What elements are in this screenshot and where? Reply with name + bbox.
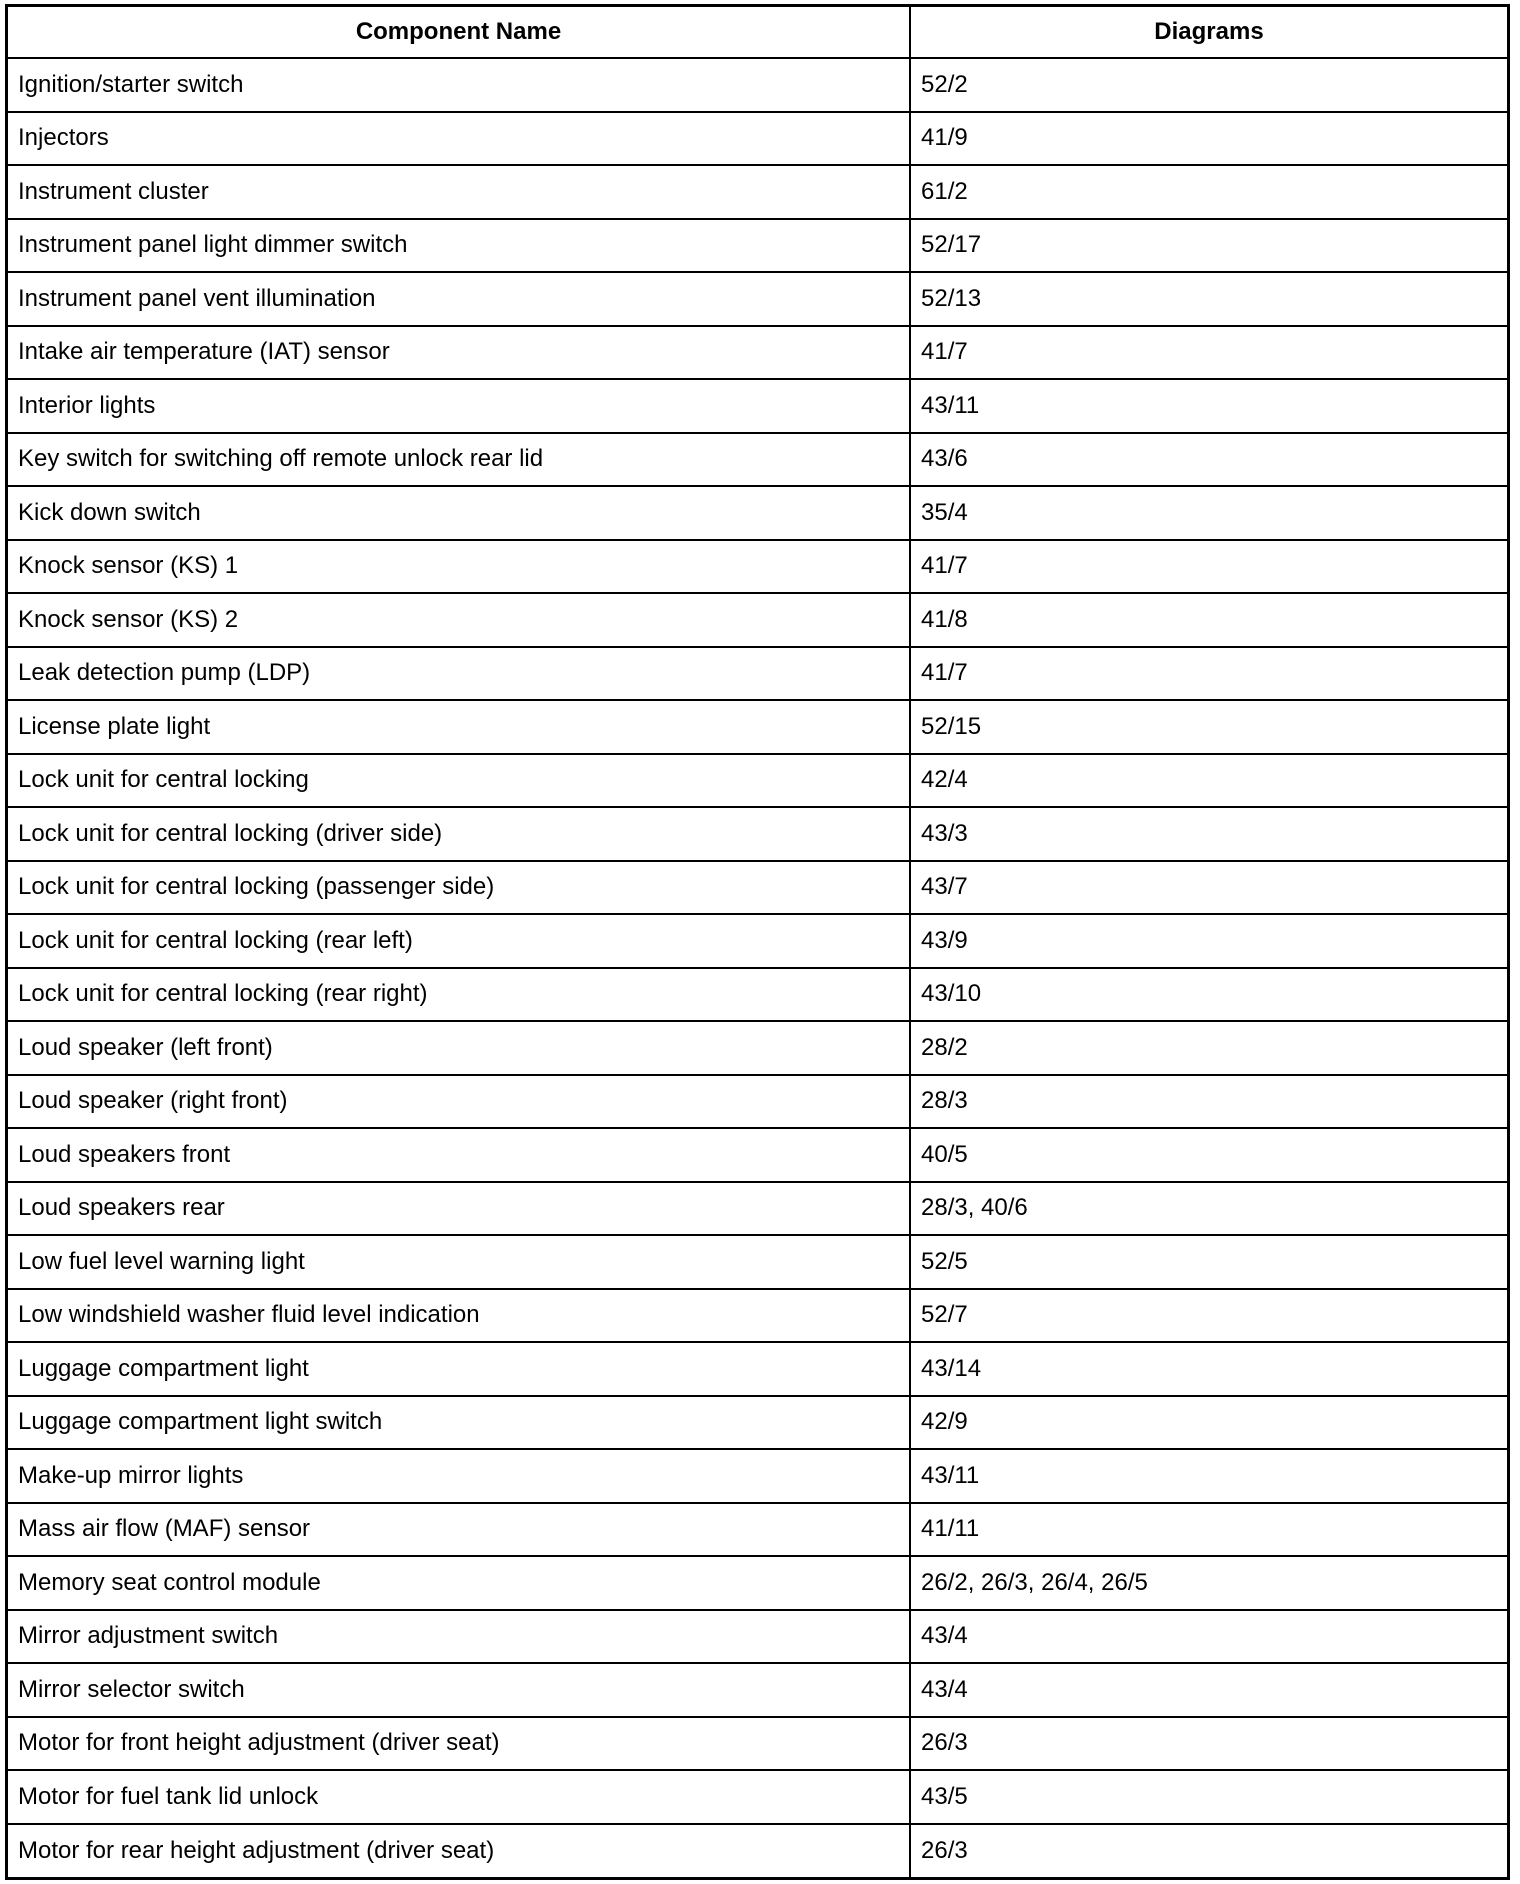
diagrams-cell: 42/9: [910, 1396, 1507, 1450]
table-row: [8, 1182, 1507, 1236]
table-body: [8, 58, 1507, 1877]
table-row: [8, 1235, 1507, 1289]
diagrams-cell: 43/10: [910, 968, 1507, 1022]
component-name-cell: Motor for fuel tank lid unlock: [8, 1770, 910, 1824]
table-row: [8, 700, 1507, 754]
diagrams-cell: 35/4: [910, 486, 1507, 540]
diagrams-cell: 41/9: [910, 112, 1507, 166]
diagrams-cell: 40/5: [910, 1128, 1507, 1182]
table-row: [8, 433, 1507, 487]
component-name-cell: Make-up mirror lights: [8, 1449, 910, 1503]
table-row: [8, 1556, 1507, 1610]
component-table-frame: [5, 4, 1510, 1880]
diagrams-cell: 43/11: [910, 1449, 1507, 1503]
component-name-cell: Loud speakers front: [8, 1128, 910, 1182]
component-name-cell: License plate light: [8, 700, 910, 754]
table-row: [8, 1289, 1507, 1343]
component-name-cell: Lock unit for central locking (rear left): [8, 914, 910, 968]
diagrams-cell: 28/2: [910, 1021, 1507, 1075]
table-row: [8, 1663, 1507, 1717]
table-row: [8, 165, 1507, 219]
diagrams-cell: 52/13: [910, 272, 1507, 326]
component-name-cell: Luggage compartment light: [8, 1342, 910, 1396]
table-row: [8, 272, 1507, 326]
component-name-cell: Memory seat control module: [8, 1556, 910, 1610]
diagrams-cell: 26/2, 26/3, 26/4, 26/5: [910, 1556, 1507, 1610]
table-row: [8, 593, 1507, 647]
table-row: [8, 1396, 1507, 1450]
table-row: [8, 807, 1507, 861]
component-name-cell: Mirror adjustment switch: [8, 1610, 910, 1664]
table-row: [8, 1824, 1507, 1878]
component-name-cell: Lock unit for central locking: [8, 754, 910, 808]
component-name-cell: Luggage compartment light switch: [8, 1396, 910, 1450]
component-name-cell: Low fuel level warning light: [8, 1235, 910, 1289]
component-name-cell: Loud speaker (right front): [8, 1075, 910, 1129]
table-row: [8, 112, 1507, 166]
table-row: [8, 861, 1507, 915]
table-header: [8, 7, 1507, 58]
diagrams-cell: 42/4: [910, 754, 1507, 808]
component-name-cell: Knock sensor (KS) 1: [8, 540, 910, 594]
table-row: [8, 58, 1507, 112]
diagrams-cell: 28/3, 40/6: [910, 1182, 1507, 1236]
diagrams-cell: 43/6: [910, 433, 1507, 487]
component-name-cell: Kick down switch: [8, 486, 910, 540]
table-row: [8, 379, 1507, 433]
component-name-cell: Lock unit for central locking (passenger side): [8, 861, 910, 915]
diagrams-cell: 52/5: [910, 1235, 1507, 1289]
table-row: [8, 754, 1507, 808]
diagrams-cell: 41/11: [910, 1503, 1507, 1557]
diagrams-cell: 43/4: [910, 1610, 1507, 1664]
component-name-cell: Key switch for switching off remote unlock rear lid: [8, 433, 910, 487]
diagrams-cell: 52/2: [910, 58, 1507, 112]
table-row: [8, 647, 1507, 701]
table-row: [8, 1449, 1507, 1503]
table-row: [8, 1342, 1507, 1396]
diagrams-cell: 43/3: [910, 807, 1507, 861]
diagrams-cell: 52/15: [910, 700, 1507, 754]
component-name-cell: Intake air temperature (IAT) sensor: [8, 326, 910, 380]
diagrams-cell: 41/7: [910, 326, 1507, 380]
table-row: [8, 1021, 1507, 1075]
table-row: [8, 914, 1507, 968]
diagrams-cell: 41/7: [910, 647, 1507, 701]
diagrams-cell: 43/14: [910, 1342, 1507, 1396]
component-name-cell: Motor for front height adjustment (driver seat): [8, 1717, 910, 1771]
component-name-cell: Instrument panel light dimmer switch: [8, 219, 910, 273]
diagrams-cell: 43/11: [910, 379, 1507, 433]
component-name-cell: Mass air flow (MAF) sensor: [8, 1503, 910, 1557]
component-name-cell: Loud speaker (left front): [8, 1021, 910, 1075]
table-row: [8, 1128, 1507, 1182]
diagrams-cell: 26/3: [910, 1824, 1507, 1878]
header-component-name: Component Name: [8, 7, 910, 58]
component-name-cell: Knock sensor (KS) 2: [8, 593, 910, 647]
component-diagram-table: [8, 7, 1507, 1877]
table-row: [8, 1717, 1507, 1771]
table-row: [8, 1503, 1507, 1557]
component-name-cell: Interior lights: [8, 379, 910, 433]
diagrams-cell: 52/7: [910, 1289, 1507, 1343]
diagrams-cell: 43/4: [910, 1663, 1507, 1717]
diagrams-cell: 41/7: [910, 540, 1507, 594]
table-row: [8, 968, 1507, 1022]
table-row: [8, 326, 1507, 380]
table-row: [8, 219, 1507, 273]
component-name-cell: Motor for rear height adjustment (driver seat): [8, 1824, 910, 1878]
diagrams-cell: 26/3: [910, 1717, 1507, 1771]
table-row: [8, 1075, 1507, 1129]
diagrams-cell: 52/17: [910, 219, 1507, 273]
component-name-cell: Lock unit for central locking (rear right): [8, 968, 910, 1022]
header-row: [8, 7, 1507, 58]
header-diagrams: Diagrams: [910, 7, 1507, 58]
diagrams-cell: 43/5: [910, 1770, 1507, 1824]
component-name-cell: Loud speakers rear: [8, 1182, 910, 1236]
component-name-cell: Injectors: [8, 112, 910, 166]
table-row: [8, 1770, 1507, 1824]
table-row: [8, 1610, 1507, 1664]
diagrams-cell: 61/2: [910, 165, 1507, 219]
table-row: [8, 486, 1507, 540]
diagrams-cell: 43/9: [910, 914, 1507, 968]
diagrams-cell: 28/3: [910, 1075, 1507, 1129]
component-name-cell: Leak detection pump (LDP): [8, 647, 910, 701]
component-name-cell: Ignition/starter switch: [8, 58, 910, 112]
component-name-cell: Low windshield washer fluid level indication: [8, 1289, 910, 1343]
table-row: [8, 540, 1507, 594]
component-name-cell: Instrument panel vent illumination: [8, 272, 910, 326]
component-name-cell: Mirror selector switch: [8, 1663, 910, 1717]
component-name-cell: Instrument cluster: [8, 165, 910, 219]
diagrams-cell: 43/7: [910, 861, 1507, 915]
component-name-cell: Lock unit for central locking (driver side): [8, 807, 910, 861]
diagrams-cell: 41/8: [910, 593, 1507, 647]
